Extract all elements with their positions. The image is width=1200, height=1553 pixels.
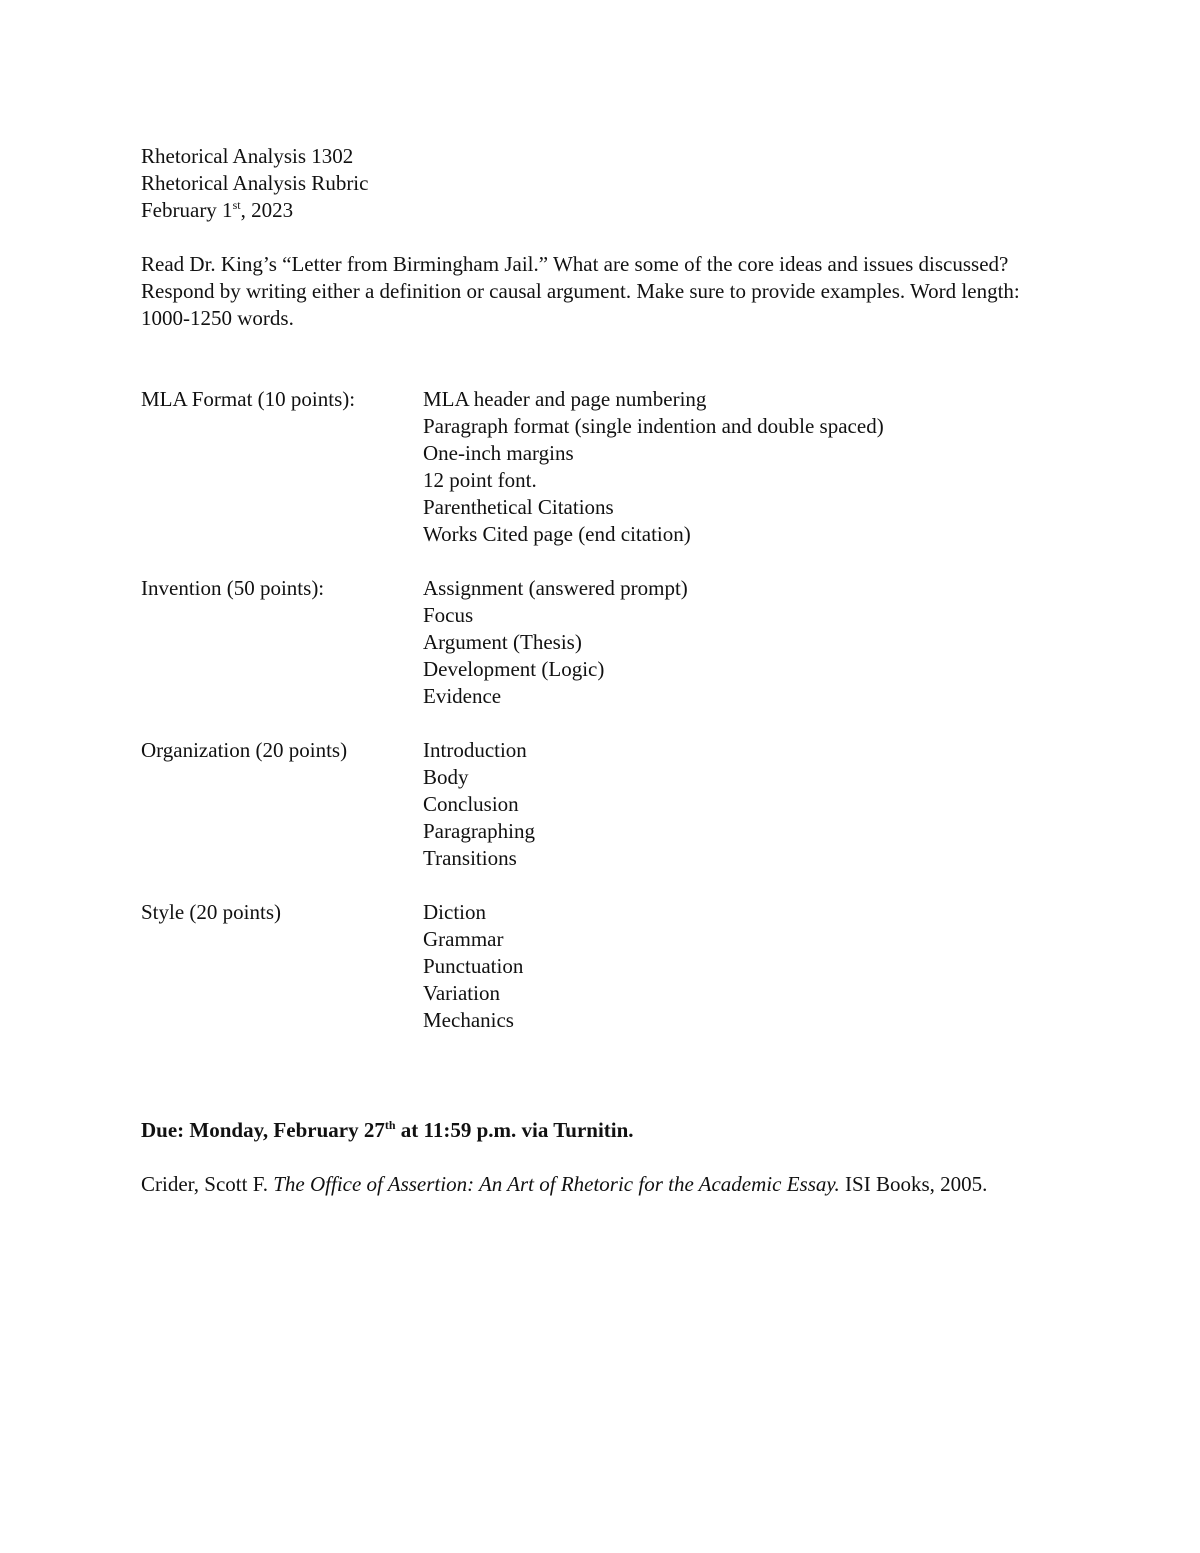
course-name: Rhetorical Analysis 1302 [141,144,354,168]
rubric-section [141,899,1041,1034]
assignment-prompt: Read Dr. King’s “Letter from Birmingham Jail.” What are some of the core ideas and issues discussed? Respond by writing either a definition or causal argument. Make sure to provide examples. Word length: 1000-1250 words. [141,252,1020,330]
rubric-section-label: Organization (20 points) [141,738,348,762]
rubric-criteria-list [423,575,1041,710]
due-date [141,1117,634,1144]
document-header [141,143,368,224]
rubric-criterion: Mechanics [423,1008,514,1032]
rubric-section [141,386,1041,548]
rubric-criterion: Works Cited page (end citation) [423,522,691,546]
citation-author: Crider, Scott F. [141,1172,274,1196]
due-text-after: at 11:59 p.m. via Turnitin. [395,1118,634,1142]
rubric-criterion: 12 point font. [423,468,537,492]
rubric-criteria-list [423,386,1041,548]
rubric-criterion: Paragraph format (single indention and double spaced) [423,414,884,438]
rubric-criterion: Focus [423,603,474,627]
rubric-criteria-list [423,737,1041,872]
rubric-section [141,737,1041,872]
works-cited-entry [141,1171,1061,1198]
document-title: Rhetorical Analysis Rubric [141,171,369,195]
document-date [141,197,368,224]
due-ordinal: th [384,1118,396,1132]
rubric-section-label: MLA Format (10 points): [141,387,356,411]
date-month: February 1 [141,198,233,222]
rubric-criterion: Introduction [423,738,527,762]
rubric-criterion: Conclusion [423,792,519,816]
rubric-criterion: Variation [423,981,500,1005]
rubric-criterion: Transitions [423,846,517,870]
rubric-section-label: Invention (50 points): [141,576,325,600]
rubric-criterion: Development (Logic) [423,657,605,681]
citation-publisher: ISI Books, 2005. [839,1172,988,1196]
rubric-section-label: Style (20 points) [141,900,281,924]
due-text-before: Due: Monday, February 27 [141,1118,385,1142]
rubric-criterion: MLA header and page numbering [423,387,707,411]
rubric-list [141,386,1041,1061]
rubric-section [141,575,1041,710]
rubric-criterion: Argument (Thesis) [423,630,582,654]
rubric-criterion: Body [423,765,469,789]
rubric-criterion: Punctuation [423,954,524,978]
rubric-criterion: Diction [423,900,486,924]
rubric-criterion: Evidence [423,684,502,708]
rubric-criterion: One-inch margins [423,441,574,465]
rubric-criterion: Parenthetical Citations [423,495,614,519]
rubric-criterion: Assignment (answered prompt) [423,576,688,600]
date-year: , 2023 [240,198,294,222]
rubric-criteria-list [423,899,1041,1034]
date-ordinal: st [232,198,241,212]
citation-title: The Office of Assertion: An Art of Rhetoric for the Academic Essay. [273,1172,840,1196]
rubric-criterion: Grammar [423,927,504,951]
rubric-criterion: Paragraphing [423,819,535,843]
